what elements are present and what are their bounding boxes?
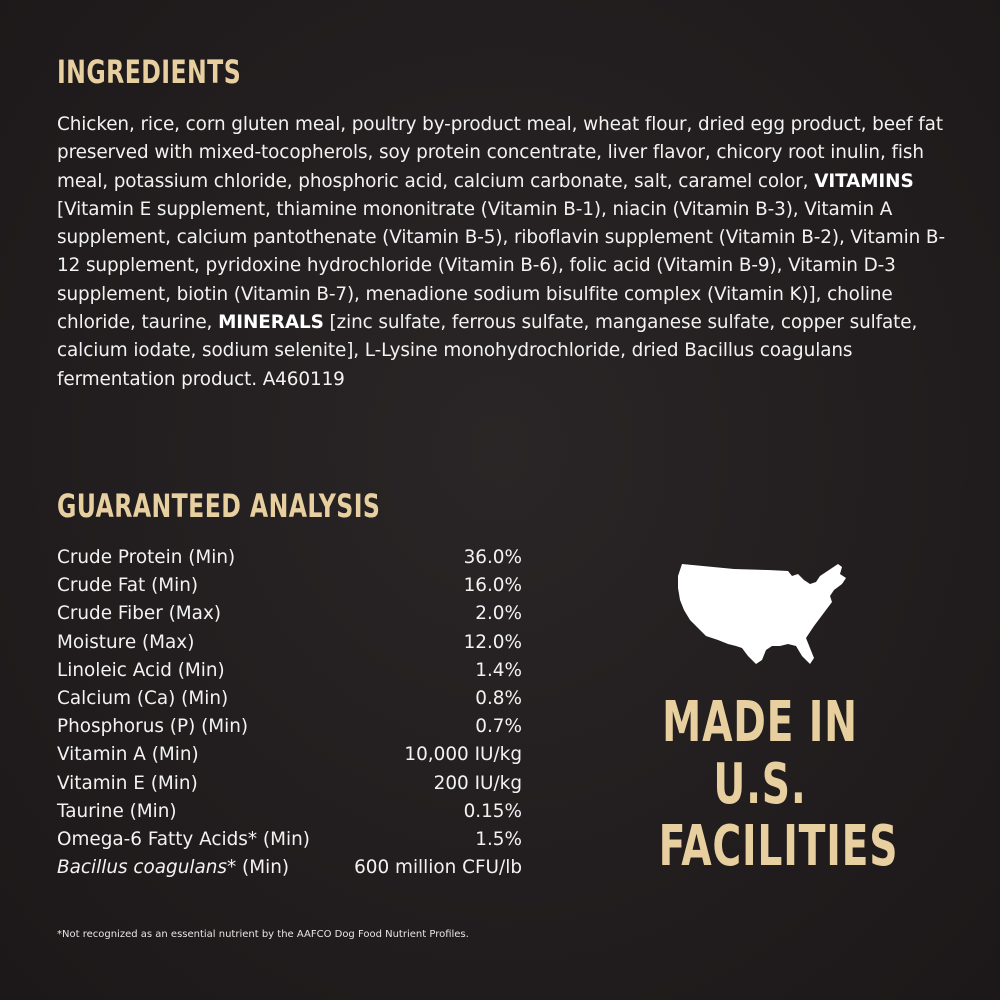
nutrient-name: Vitamin E (Min)	[57, 772, 198, 794]
nutrient-value: 200 IU/kg	[433, 772, 522, 794]
ingredients-text-part3: [zinc sulfate, ferrous sulfate, manganese sulfate, copper sulfate, calcium iodate, sodium selenite], L-Lysine monohydrochloride, dried Bacillus coagulans fermentation product. A460119	[57, 312, 918, 390]
nutrient-value: 36.0%	[463, 547, 522, 568]
usa-map-icon	[676, 562, 850, 666]
nutrient-name: Taurine (Min)	[57, 800, 177, 822]
nutrient-value: 1.5%	[475, 828, 522, 850]
ingredients-list	[57, 111, 947, 394]
nutrient-name: Moisture (Max)	[57, 631, 195, 653]
nutrient-value: 12.0%	[463, 631, 522, 653]
nutrient-name: Vitamin A (Min)	[57, 744, 199, 766]
nutrient-name: Omega-6 Fatty Acids* (Min)	[57, 828, 310, 850]
nutrient-value: 10,000 IU/kg	[404, 744, 522, 766]
made-in-line3: FACILITIES	[658, 814, 899, 879]
analysis-row	[57, 600, 522, 628]
analysis-row	[57, 685, 522, 713]
made-in-line2: U.S.	[713, 752, 807, 817]
nutrient-value: 600 million CFU/lb	[354, 857, 522, 879]
nutrient-value: 0.8%	[475, 687, 522, 709]
nutrient-value: 0.15%	[463, 800, 522, 822]
ingredients-text-part2: [Vitamin E supplement, thiamine mononitrate (Vitamin B-1), niacin (Vitamin B-3), Vitamin A supplement, calcium pantothenate (Vitamin B-5), riboflavin supplement (Vitamin B-2), Vitamin B-12 supplement, pyridoxine hydrochloride (Vitamin B-6), folic acid (Vitamin B-9), Vitamin D-3 supplement, biotin (Vitamin B-7), menadione sodium bisulfite complex (Vitamin K)], choline chloride, taurine,	[57, 198, 945, 334]
nutrient-value: 1.4%	[475, 659, 522, 681]
nutrient-name: Crude Fiber (Max)	[57, 603, 222, 625]
nutrient-value: 16.0%	[463, 575, 522, 597]
made-in-line1: MADE IN	[662, 690, 858, 755]
nutrient-name: Crude Protein (Min)	[57, 547, 236, 568]
analysis-row	[57, 572, 522, 600]
analysis-row	[57, 629, 522, 657]
vitamins-label: VITAMINS	[814, 170, 914, 192]
footnote: *Not recognized as an essential nutrient by the AAFCO Dog Food Nutrient Profiles.	[57, 929, 469, 940]
analysis-row	[57, 798, 522, 826]
nutrient-name	[57, 854, 289, 882]
analysis-row	[57, 854, 522, 882]
nutrient-name: Calcium (Ca) (Min)	[57, 687, 229, 709]
ingredients-text-part1: Chicken, rice, corn gluten meal, poultry by-product meal, wheat flour, dried egg product, beef fat preserved with mixed-tocopherols, soy protein concentrate, liver flavor, chicory root inulin, fish meal, potassium chloride, phosphoric acid, calcium carbonate, salt, caramel color,	[57, 114, 943, 192]
minerals-label: MINERALS	[218, 312, 324, 334]
nutrient-name: Linoleic Acid (Min)	[57, 659, 225, 681]
guaranteed-analysis-heading: GUARANTEED ANALYSIS	[57, 487, 381, 525]
nutrient-name-italic: Bacillus coagulans	[57, 857, 227, 879]
analysis-row	[57, 826, 522, 854]
made-in-us-facilities-badge	[630, 690, 899, 879]
nutrient-name-suffix: * (Min)	[227, 857, 290, 879]
analysis-row	[57, 544, 522, 572]
nutrient-name: Phosphorus (P) (Min)	[57, 716, 249, 738]
guaranteed-analysis-table	[57, 544, 522, 882]
analysis-row	[57, 657, 522, 685]
nutrient-name: Crude Fat (Min)	[57, 575, 199, 597]
analysis-row	[57, 770, 522, 798]
nutrient-value: 2.0%	[475, 603, 522, 625]
analysis-row	[57, 713, 522, 741]
analysis-row	[57, 741, 522, 769]
ingredients-heading: INGREDIENTS	[57, 53, 242, 91]
nutrient-value: 0.7%	[475, 716, 522, 738]
